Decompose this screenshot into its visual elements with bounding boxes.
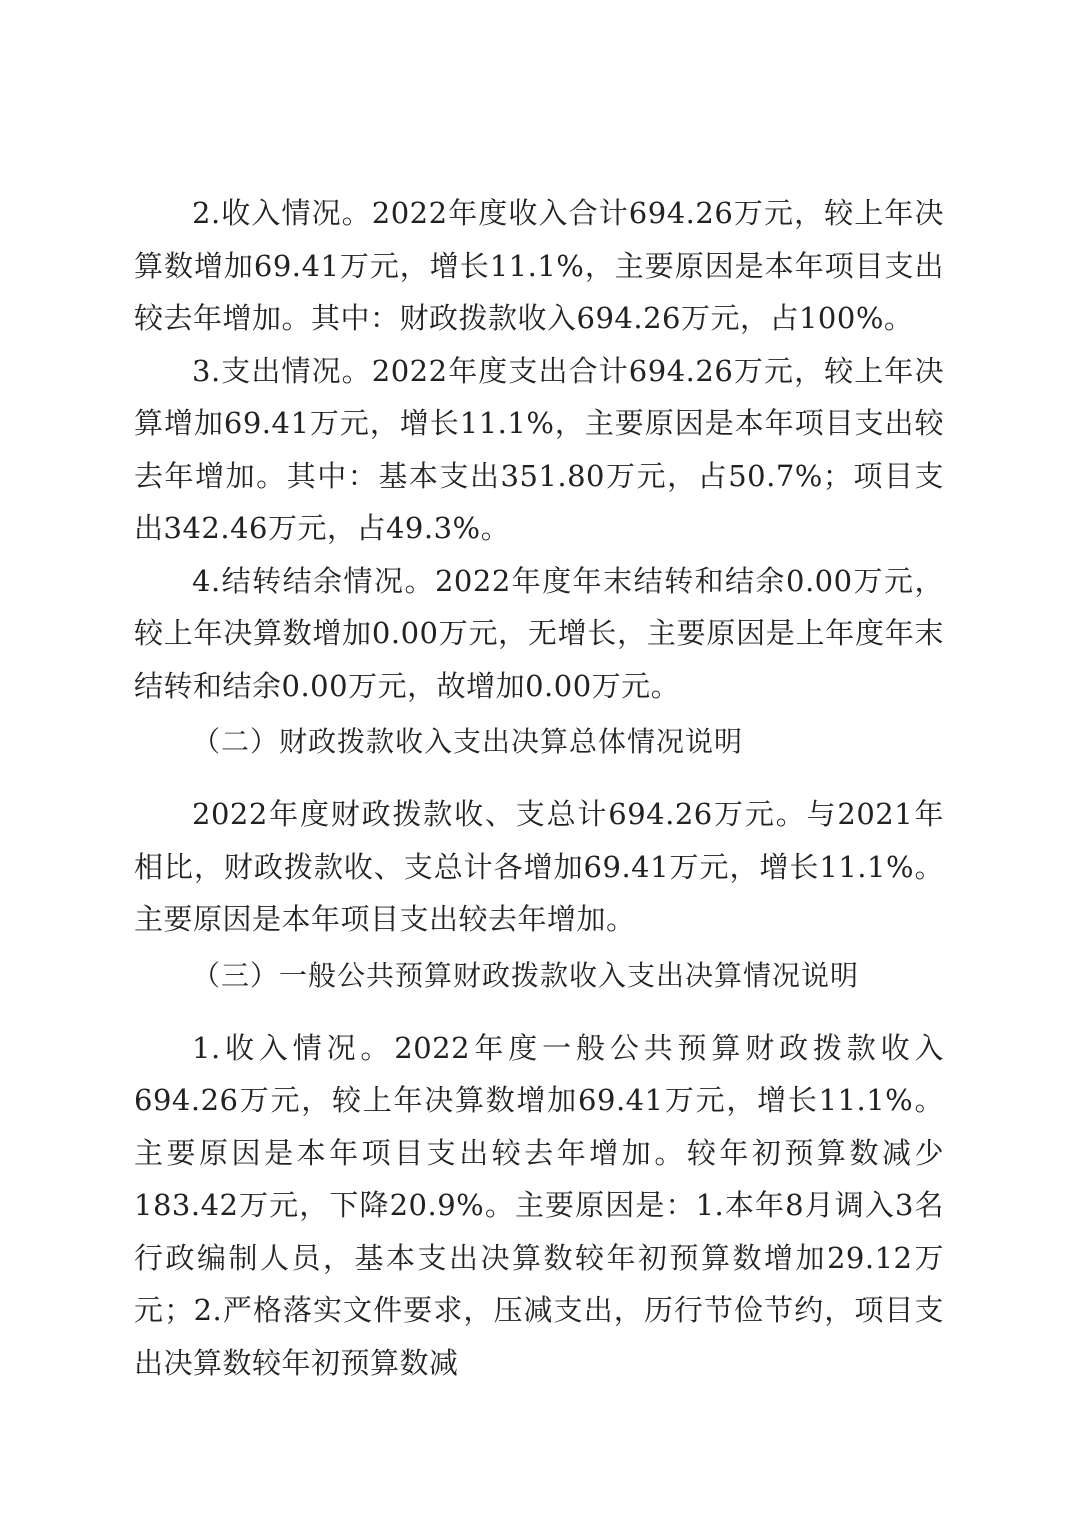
paragraph-general-budget-income: 1.收入情况。2022年度一般公共预算财政拨款收入694.26万元，较上年决算数增加69.41万元，增长11.1%。主要原因是本年项目支出较去年增加。较年初预算数减少183.42万元，下降20.9%。主要原因是：1.本年8月调入3名行政编制人员，基本支出决算数较年初预算数增加29.12万元；2.严格落实文件要求，压减支出，历行节俭节约，项目支出决算数较年初预算数减 bbox=[134, 1030, 944, 1380]
paragraph-carryover: 4.结转结余情况。2022年度年末结转和结余0.00万元，较上年决算数增加0.00万元，无增长，主要原因是上年度年末结转和结余0.00万元，故增加0.00万元。 bbox=[134, 563, 944, 703]
paragraph-income: 2.收入情况。2022年度收入合计694.26万元，较上年决算数增加69.41万元，增长11.1%，主要原因是本年项目支出较去年增加。其中：财政拨款收入694.26万元，占100%。 bbox=[134, 196, 944, 335]
paragraph-fiscal-total: 2022年度财政拨款收、支总计694.26万元。与2021年相比，财政拨款收、支总计各增加69.41万元，增长11.1%。主要原因是本年项目支出较去年增加。 bbox=[134, 797, 944, 936]
paragraph-expenditure: 3.支出情况。2022年度支出合计694.26万元，较上年决算增加69.41万元，增长11.1%，主要原因是本年项目支出较去年增加。其中：基本支出351.80万元，占50.7%；项目支出342.46万元，占49.3%。 bbox=[134, 353, 944, 545]
section-heading-3: （三）一般公共预算财政拨款收入支出决算情况说明 bbox=[192, 958, 860, 992]
section-heading-2: （二）财政拨款收入支出决算总体情况说明 bbox=[192, 725, 744, 758]
document-page bbox=[134, 187, 944, 1389]
